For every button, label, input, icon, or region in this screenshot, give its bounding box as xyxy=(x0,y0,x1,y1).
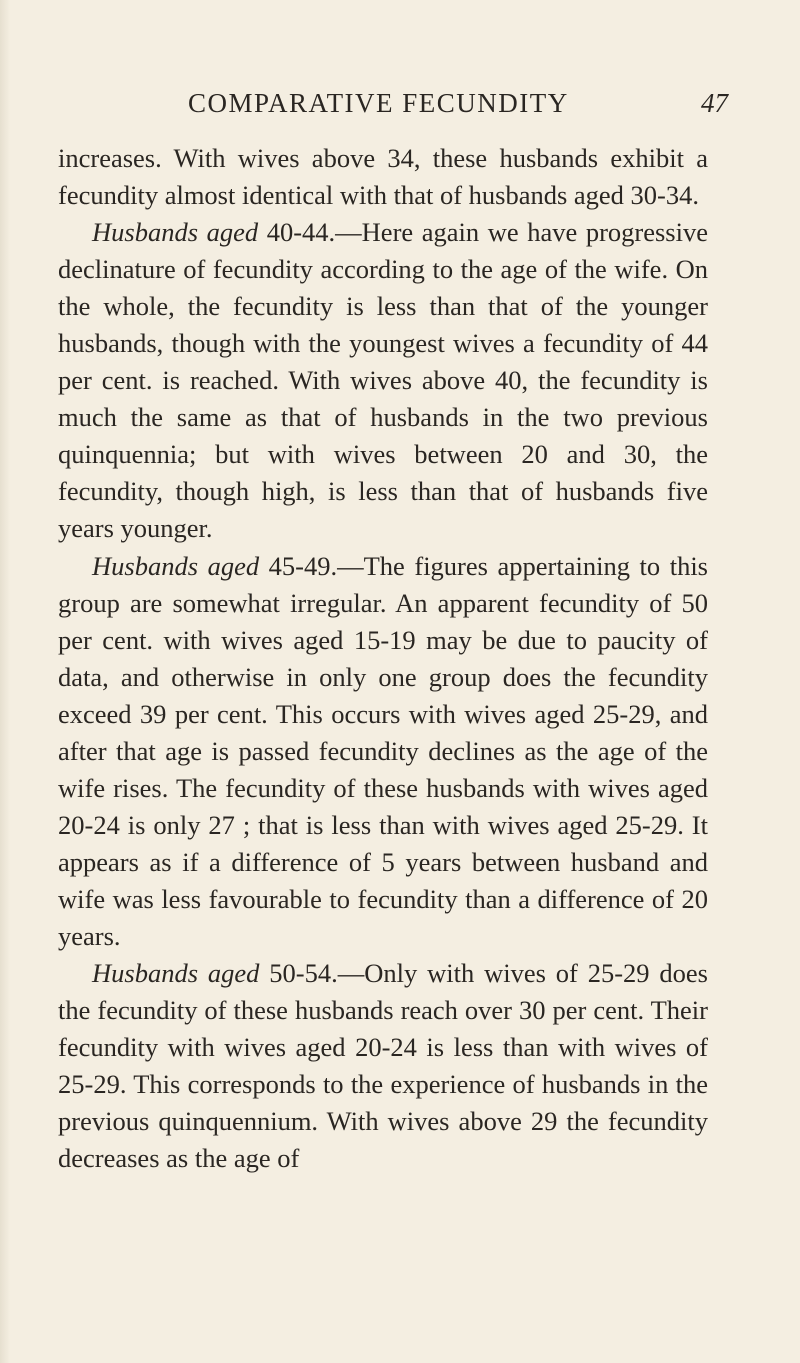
paragraph-text: 40-44.—Here again we have progressive declinature of fecundity according to the age of the wife. On the whole, the fecundity is less than that of the younger husbands, though with the youngest wives a fecundity of 44 per cent. is reached. With wives above 40, the fecundity is much the same as that of husbands in the two previous quinquennia; but with wives between 20 and 30, the fecundity, though high, is less than that of husbands five years younger. xyxy=(58,217,708,544)
paragraph-text: 50-54.—Only with wives of 25-29 does the fecundity of these husbands reach over 30 per cent. Their fecundity with wives aged 20-24 is less than with wives of 25-29. This corresponds to the experience of husbands in the previous quinquennium. With wives above 29 the fecundity decreases as the age of xyxy=(58,958,708,1174)
page-edge-shadow xyxy=(0,0,10,1363)
paragraph-husbands-50-54 xyxy=(58,955,708,1177)
running-title: COMPARATIVE FECUNDITY xyxy=(188,88,569,118)
page-header xyxy=(188,88,728,128)
section-lead-italic: Husbands aged xyxy=(92,958,260,989)
section-lead-italic: Husbands aged xyxy=(92,550,260,581)
paragraph-text: increases. With wives above 34, these husbands exhibit a fecundity almost identical with that of husbands aged 30-34. xyxy=(58,143,708,211)
page-number: 47 xyxy=(701,88,728,118)
paragraph-husbands-45-49 xyxy=(58,548,708,956)
paragraph-continuation xyxy=(58,140,708,214)
section-lead-italic: Husbands aged xyxy=(92,217,259,248)
paragraph-text: 45-49.—The figures appertaining to this group are somewhat irregular. An apparent fecundity of 50 per cent. with wives aged 15-19 may be due to paucity of data, and otherwise in only one group does the fecundity exceed 39 per cent. This occurs with wives aged 25-29, and after that age is passed fecundity declines as the age of the wife rises. The fecundity of these husbands with wives aged 20-24 is only 27 ; that is less than with wives aged 25-29. It appears as if a difference of 5 years between husband and wife was less favourable to fecundity than a difference of 20 years. xyxy=(58,550,708,951)
body-text xyxy=(58,140,708,1177)
paragraph-husbands-40-44 xyxy=(58,214,708,547)
